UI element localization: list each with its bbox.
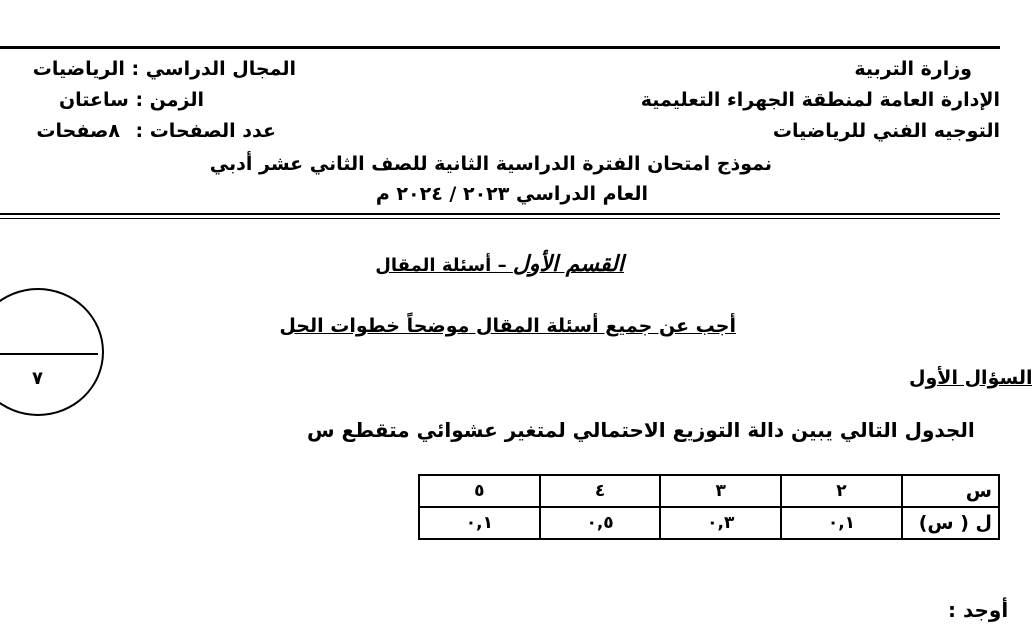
school-year: العام الدراسي ٢٠٢٣ / ٢٠٢٤ م xyxy=(375,183,648,205)
question-text: الجدول التالي يبين دالة التوزيع الاحتمالي لمتغير عشوائي متقطع س xyxy=(307,418,975,442)
question-heading: السؤال الأول xyxy=(909,367,1032,389)
subject-label: المجال الدراسي : الرياضيات xyxy=(32,58,296,80)
table-row-label-x: س xyxy=(902,475,999,507)
section-title-bold: القسم الأول xyxy=(512,252,624,277)
ministry-label: وزارة التربية xyxy=(854,58,972,80)
table-cell-x: ٣ xyxy=(660,475,781,507)
table-cell-p: ٠,٥ xyxy=(540,507,661,539)
table-row xyxy=(419,507,999,539)
table-cell-p: ٠,١ xyxy=(781,507,902,539)
distribution-table xyxy=(418,474,1000,540)
section-title xyxy=(375,252,624,277)
table-cell-p: ٠,٣ xyxy=(660,507,781,539)
section-instruction: أجب عن جميع أسئلة المقال موضحاً خطوات الحل xyxy=(279,315,736,337)
directorate-label: الإدارة العامة لمنطقة الجهراء التعليمية xyxy=(640,89,1000,111)
pages-value: ٨صفحات xyxy=(36,120,120,142)
exam-title: نموذج امتحان الفترة الدراسية الثانية للصف الثاني عشر أدبي xyxy=(209,153,772,175)
supervision-label: التوجيه الفني للرياضيات xyxy=(772,120,1000,142)
header-bottom-rule-2 xyxy=(0,218,1000,219)
score-value: ٧ xyxy=(32,368,43,389)
table-row-label-px: ل ( س) xyxy=(902,507,999,539)
table-cell-x: ٥ xyxy=(419,475,540,507)
score-divider xyxy=(0,353,98,355)
find-label: أوجد : xyxy=(948,598,1009,622)
table-row xyxy=(419,475,999,507)
time-label: الزمن : ساعتان xyxy=(58,89,204,111)
header-top-rule xyxy=(0,46,1000,49)
section-title-rest: – أسئلة المقال xyxy=(375,255,513,276)
header-bottom-rule xyxy=(0,213,1000,215)
table-cell-x: ٢ xyxy=(781,475,902,507)
pages-label: عدد الصفحات : xyxy=(135,120,276,142)
table-cell-x: ٤ xyxy=(540,475,661,507)
score-circle xyxy=(0,288,104,416)
table-cell-p: ٠,١ xyxy=(419,507,540,539)
